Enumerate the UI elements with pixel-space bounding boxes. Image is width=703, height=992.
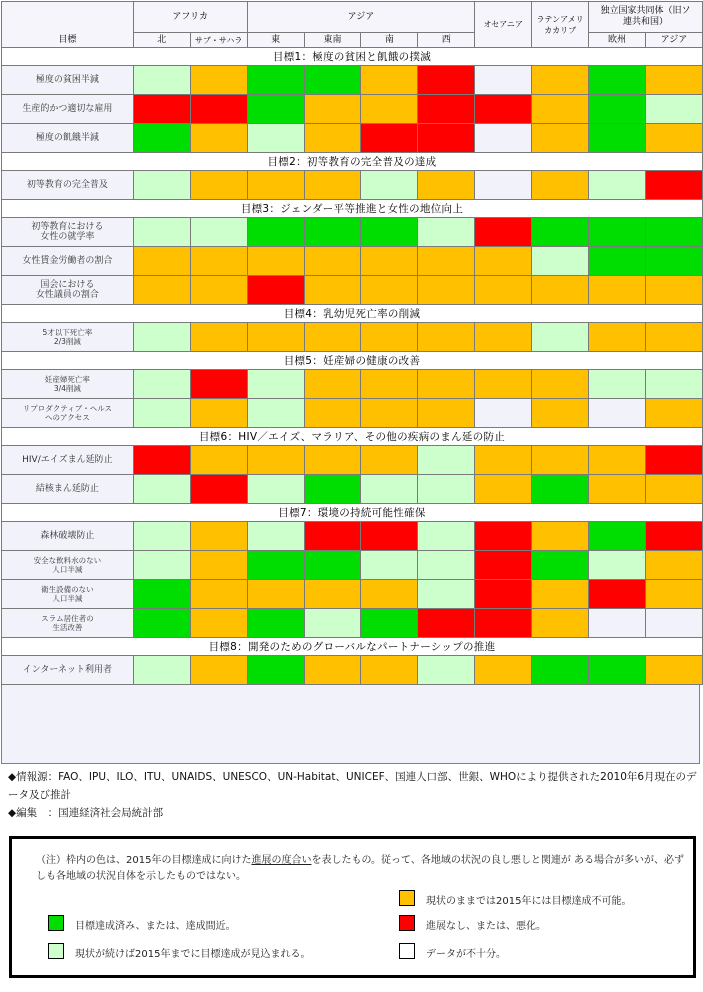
status-cell-east-asia: [247, 247, 304, 276]
status-cell-latam-caribbean: [532, 656, 589, 685]
indicator-row: [2, 370, 703, 399]
status-cell-sub-saharan-africa: [190, 522, 247, 551]
status-cell-oceania: [475, 218, 532, 247]
status-cell-west-asia: [418, 66, 475, 95]
goal-title: 目標2：初等教育の完全普及の達成: [2, 153, 703, 171]
status-cell-oceania: [475, 609, 532, 638]
legend-note: [36, 853, 686, 885]
status-cell-oceania: [475, 66, 532, 95]
status-cell-east-asia: [247, 475, 304, 504]
status-cell-north-africa: [133, 95, 190, 124]
indicator-label: 妊産婦死亡率 3/4削減: [2, 370, 134, 399]
status-cell-sub-saharan-africa: [190, 446, 247, 475]
status-cell-east-asia: [247, 66, 304, 95]
status-cell-south-asia: [361, 171, 418, 200]
status-cell-latam-caribbean: [532, 66, 589, 95]
indicator-label: 安全な飲料水のない 人口半減: [2, 551, 134, 580]
status-cell-cis-europe: [589, 124, 646, 153]
status-cell-cis-europe: [589, 370, 646, 399]
legend-box: [9, 836, 696, 978]
goal-column-header: 目標: [2, 2, 134, 48]
editor-note: ◆編集 ：国連経済社会局統計部: [8, 807, 164, 819]
status-cell-sub-saharan-africa: [190, 551, 247, 580]
status-cell-west-asia: [418, 218, 475, 247]
source-notes: [8, 768, 698, 822]
status-cell-cis-europe: [589, 446, 646, 475]
indicator-row: [2, 446, 703, 475]
goal-title: 目標5：妊産婦の健康の改善: [2, 352, 703, 370]
indicator-label: スラム居住者の 生活改善: [2, 609, 134, 638]
status-cell-latam-caribbean: [532, 247, 589, 276]
goal-row: [2, 200, 703, 218]
status-cell-latam-caribbean: [532, 580, 589, 609]
status-cell-east-asia: [247, 609, 304, 638]
legend-swatch-green: [48, 915, 64, 931]
status-cell-north-africa: [133, 656, 190, 685]
status-cell-sub-saharan-africa: [190, 609, 247, 638]
status-cell-north-africa: [133, 522, 190, 551]
status-cell-oceania: [475, 580, 532, 609]
status-cell-west-asia: [418, 580, 475, 609]
status-cell-southeast-asia: [304, 475, 361, 504]
status-cell-southeast-asia: [304, 95, 361, 124]
indicator-label: 衛生設備のない 人口半減: [2, 580, 134, 609]
status-cell-southeast-asia: [304, 399, 361, 428]
status-cell-east-asia: [247, 124, 304, 153]
status-cell-north-africa: [133, 276, 190, 305]
legend-label-orange: 現状のままでは2015年には目標達成不可能。: [426, 896, 632, 907]
indicator-label: 初等教育における 女性の就学率: [2, 218, 134, 247]
status-cell-south-asia: [361, 218, 418, 247]
status-cell-north-africa: [133, 475, 190, 504]
status-cell-latam-caribbean: [532, 276, 589, 305]
status-cell-southeast-asia: [304, 609, 361, 638]
status-cell-north-africa: [133, 609, 190, 638]
indicator-label: 5才以下死亡率 2/3削減: [2, 323, 134, 352]
indicator-row: [2, 609, 703, 638]
status-cell-latam-caribbean: [532, 399, 589, 428]
indicator-row: [2, 522, 703, 551]
goal-title: 目標6：HIV／エイズ、マラリア、その他の疾病のまん延の防止: [2, 428, 703, 446]
indicator-row: [2, 66, 703, 95]
indicator-row: [2, 323, 703, 352]
status-cell-cis-asia: [646, 446, 703, 475]
status-cell-south-asia: [361, 124, 418, 153]
status-cell-west-asia: [418, 276, 475, 305]
status-cell-south-asia: [361, 399, 418, 428]
status-cell-south-asia: [361, 522, 418, 551]
source-note: ◆情報源：FAO、IPU、ILO、ITU、UNAIDS、UNESCO、UN-Habitat、UNICEF、国連人口部、世銀、WHOにより提供された2010年6月現在のデータ及び推計: [8, 771, 697, 801]
indicator-row: [2, 171, 703, 200]
status-cell-latam-caribbean: [532, 475, 589, 504]
status-cell-west-asia: [418, 370, 475, 399]
status-cell-cis-asia: [646, 399, 703, 428]
status-cell-southeast-asia: [304, 551, 361, 580]
indicator-label: 森林破壊防止: [2, 522, 134, 551]
status-cell-oceania: [475, 551, 532, 580]
status-cell-west-asia: [418, 522, 475, 551]
indicator-row: [2, 276, 703, 305]
indicator-label: 生産的かつ適切な雇用: [2, 95, 134, 124]
status-cell-cis-asia: [646, 609, 703, 638]
status-cell-north-africa: [133, 399, 190, 428]
legend-label-blank: データが不十分。: [426, 949, 506, 960]
indicator-label: 女性賃金労働者の割合: [2, 247, 134, 276]
status-cell-west-asia: [418, 551, 475, 580]
status-cell-cis-asia: [646, 370, 703, 399]
goal-row: [2, 305, 703, 323]
indicator-label: 極度の飢餓半減: [2, 124, 134, 153]
status-cell-cis-asia: [646, 656, 703, 685]
status-cell-cis-europe: [589, 276, 646, 305]
status-cell-east-asia: [247, 522, 304, 551]
status-cell-southeast-asia: [304, 580, 361, 609]
status-cell-east-asia: [247, 95, 304, 124]
region-header-oceania: オセアニア: [475, 2, 532, 48]
status-cell-north-africa: [133, 446, 190, 475]
status-cell-southeast-asia: [304, 522, 361, 551]
status-cell-cis-europe: [589, 580, 646, 609]
status-cell-north-africa: [133, 124, 190, 153]
indicator-row: [2, 656, 703, 685]
status-cell-cis-europe: [589, 323, 646, 352]
status-cell-latam-caribbean: [532, 218, 589, 247]
status-cell-north-africa: [133, 580, 190, 609]
goal-row: [2, 428, 703, 446]
status-cell-cis-europe: [589, 95, 646, 124]
status-cell-south-asia: [361, 66, 418, 95]
status-cell-sub-saharan-africa: [190, 66, 247, 95]
status-cell-cis-europe: [589, 475, 646, 504]
subregion-header-cis-europe: 欧州: [589, 33, 646, 48]
status-cell-cis-europe: [589, 522, 646, 551]
status-cell-oceania: [475, 522, 532, 551]
status-cell-sub-saharan-africa: [190, 276, 247, 305]
indicator-label: リプロダクティブ・ヘルス へのアクセス: [2, 399, 134, 428]
status-cell-west-asia: [418, 323, 475, 352]
indicator-label: 結核まん延防止: [2, 475, 134, 504]
status-cell-sub-saharan-africa: [190, 247, 247, 276]
status-cell-north-africa: [133, 370, 190, 399]
status-cell-cis-asia: [646, 580, 703, 609]
status-cell-west-asia: [418, 124, 475, 153]
status-cell-latam-caribbean: [532, 323, 589, 352]
region-header-asia: アジア: [247, 2, 475, 33]
subregion-header-east-asia: 東: [247, 33, 304, 48]
status-cell-west-asia: [418, 95, 475, 124]
status-cell-east-asia: [247, 218, 304, 247]
status-cell-west-asia: [418, 171, 475, 200]
status-cell-oceania: [475, 323, 532, 352]
subregion-header-cis-asia: アジア: [646, 33, 703, 48]
status-cell-south-asia: [361, 609, 418, 638]
status-cell-west-asia: [418, 609, 475, 638]
region-header-cis: 独立国家共同体（旧ソ連共和国）: [589, 2, 703, 33]
status-cell-east-asia: [247, 370, 304, 399]
status-cell-sub-saharan-africa: [190, 399, 247, 428]
region-header-latam: ラテンアメリカカリブ: [532, 2, 589, 48]
status-cell-south-asia: [361, 656, 418, 685]
status-cell-north-africa: [133, 247, 190, 276]
subregion-header-southeast-asia: 東南: [304, 33, 361, 48]
status-cell-cis-asia: [646, 522, 703, 551]
status-cell-west-asia: [418, 399, 475, 428]
indicator-row: [2, 551, 703, 580]
legend-label-green: 目標達成済み、または、達成間近。: [75, 921, 236, 932]
status-cell-oceania: [475, 276, 532, 305]
status-cell-cis-asia: [646, 171, 703, 200]
legend-label-light-green: 現状が続けば2015年までに目標達成が見込まれる。: [75, 949, 311, 960]
status-cell-sub-saharan-africa: [190, 95, 247, 124]
goal-row: [2, 504, 703, 522]
status-cell-oceania: [475, 399, 532, 428]
status-cell-cis-asia: [646, 247, 703, 276]
status-cell-sub-saharan-africa: [190, 580, 247, 609]
legend-swatch-blank: [399, 943, 415, 959]
status-cell-cis-europe: [589, 171, 646, 200]
status-cell-oceania: [475, 171, 532, 200]
legend-note-part2: を表したもの。従って、各地域の状況の良し悪しと関連が ある場合が多いが、必ずしも各地域の状況自体を示したものではない。: [36, 855, 685, 882]
status-cell-east-asia: [247, 399, 304, 428]
status-cell-cis-asia: [646, 218, 703, 247]
status-cell-south-asia: [361, 370, 418, 399]
status-cell-west-asia: [418, 247, 475, 276]
indicator-row: [2, 399, 703, 428]
status-cell-east-asia: [247, 551, 304, 580]
goal-row: [2, 153, 703, 171]
status-cell-west-asia: [418, 475, 475, 504]
indicator-label: 国会における 女性議員の割合: [2, 276, 134, 305]
status-cell-southeast-asia: [304, 446, 361, 475]
status-cell-oceania: [475, 370, 532, 399]
status-cell-cis-europe: [589, 551, 646, 580]
status-cell-sub-saharan-africa: [190, 370, 247, 399]
legend-note-underlined: 進展の度合い: [251, 855, 312, 866]
indicator-label: 初等教育の完全普及: [2, 171, 134, 200]
status-cell-south-asia: [361, 446, 418, 475]
status-cell-sub-saharan-africa: [190, 171, 247, 200]
status-cell-latam-caribbean: [532, 370, 589, 399]
status-cell-east-asia: [247, 656, 304, 685]
status-cell-south-asia: [361, 580, 418, 609]
status-cell-southeast-asia: [304, 171, 361, 200]
status-cell-southeast-asia: [304, 323, 361, 352]
status-cell-oceania: [475, 124, 532, 153]
progress-table: [1, 1, 703, 685]
status-cell-west-asia: [418, 446, 475, 475]
indicator-row: [2, 124, 703, 153]
status-cell-latam-caribbean: [532, 95, 589, 124]
status-cell-east-asia: [247, 171, 304, 200]
status-cell-cis-asia: [646, 551, 703, 580]
status-cell-oceania: [475, 247, 532, 276]
status-cell-south-asia: [361, 551, 418, 580]
status-cell-north-africa: [133, 551, 190, 580]
indicator-label: HIV/エイズまん延防止: [2, 446, 134, 475]
status-cell-cis-europe: [589, 218, 646, 247]
status-cell-south-asia: [361, 323, 418, 352]
status-cell-latam-caribbean: [532, 522, 589, 551]
legend-swatch-red: [399, 915, 415, 931]
status-cell-cis-asia: [646, 95, 703, 124]
status-cell-west-asia: [418, 656, 475, 685]
legend-swatch-orange: [399, 890, 415, 906]
status-cell-east-asia: [247, 323, 304, 352]
status-cell-latam-caribbean: [532, 551, 589, 580]
progress-table-body: [2, 48, 703, 685]
status-cell-southeast-asia: [304, 66, 361, 95]
status-cell-cis-europe: [589, 66, 646, 95]
goal-row: [2, 352, 703, 370]
status-cell-cis-asia: [646, 323, 703, 352]
goal-row: [2, 638, 703, 656]
status-cell-sub-saharan-africa: [190, 475, 247, 504]
status-cell-oceania: [475, 656, 532, 685]
status-cell-south-asia: [361, 475, 418, 504]
region-header-africa: アフリカ: [133, 2, 247, 33]
status-cell-southeast-asia: [304, 218, 361, 247]
goal-title: 目標7：環境の持続可能性確保: [2, 504, 703, 522]
status-cell-cis-europe: [589, 399, 646, 428]
status-cell-south-asia: [361, 276, 418, 305]
subregion-header-south-asia: 南: [361, 33, 418, 48]
status-cell-latam-caribbean: [532, 124, 589, 153]
status-cell-sub-saharan-africa: [190, 656, 247, 685]
status-cell-south-asia: [361, 95, 418, 124]
indicator-row: [2, 218, 703, 247]
status-cell-south-asia: [361, 247, 418, 276]
goal-title: 目標3：ジェンダー平等推進と女性の地位向上: [2, 200, 703, 218]
status-cell-sub-saharan-africa: [190, 218, 247, 247]
status-cell-cis-asia: [646, 124, 703, 153]
status-cell-cis-asia: [646, 66, 703, 95]
legend-label-red: 進展なし、または、悪化。: [426, 921, 546, 932]
indicator-label: 極度の貧困半減: [2, 66, 134, 95]
status-cell-cis-europe: [589, 247, 646, 276]
subregion-header-north-africa: 北: [133, 33, 190, 48]
indicator-row: [2, 475, 703, 504]
status-cell-sub-saharan-africa: [190, 323, 247, 352]
status-cell-east-asia: [247, 580, 304, 609]
legend-note-part1: （注）枠内の色は、2015年の目標達成に向けた: [36, 855, 252, 866]
goal-title: 目標8：開発のためのグローバルなパートナーシップの推進: [2, 638, 703, 656]
status-cell-north-africa: [133, 323, 190, 352]
status-cell-southeast-asia: [304, 276, 361, 305]
status-cell-cis-asia: [646, 475, 703, 504]
indicator-row: [2, 580, 703, 609]
subregion-header-sub-saharan: サブ・サハラ: [190, 33, 247, 48]
subregion-header-west-asia: 西: [418, 33, 475, 48]
status-cell-oceania: [475, 446, 532, 475]
legend-swatch-light-green: [48, 943, 64, 959]
status-cell-north-africa: [133, 66, 190, 95]
status-cell-southeast-asia: [304, 124, 361, 153]
status-cell-north-africa: [133, 171, 190, 200]
status-cell-oceania: [475, 95, 532, 124]
status-cell-latam-caribbean: [532, 446, 589, 475]
status-cell-southeast-asia: [304, 370, 361, 399]
indicator-label: インターネット利用者: [2, 656, 134, 685]
indicator-row: [2, 95, 703, 124]
status-cell-oceania: [475, 475, 532, 504]
status-cell-latam-caribbean: [532, 171, 589, 200]
status-cell-east-asia: [247, 276, 304, 305]
goal-title: 目標4：乳幼児死亡率の削減: [2, 305, 703, 323]
indicator-row: [2, 247, 703, 276]
status-cell-sub-saharan-africa: [190, 124, 247, 153]
status-cell-latam-caribbean: [532, 609, 589, 638]
status-cell-cis-europe: [589, 609, 646, 638]
status-cell-southeast-asia: [304, 656, 361, 685]
status-cell-cis-europe: [589, 656, 646, 685]
goal-title: 目標1：極度の貧困と飢餓の撲滅: [2, 48, 703, 66]
goal-row: [2, 48, 703, 66]
status-cell-east-asia: [247, 446, 304, 475]
status-cell-cis-asia: [646, 276, 703, 305]
status-cell-north-africa: [133, 218, 190, 247]
status-cell-southeast-asia: [304, 247, 361, 276]
